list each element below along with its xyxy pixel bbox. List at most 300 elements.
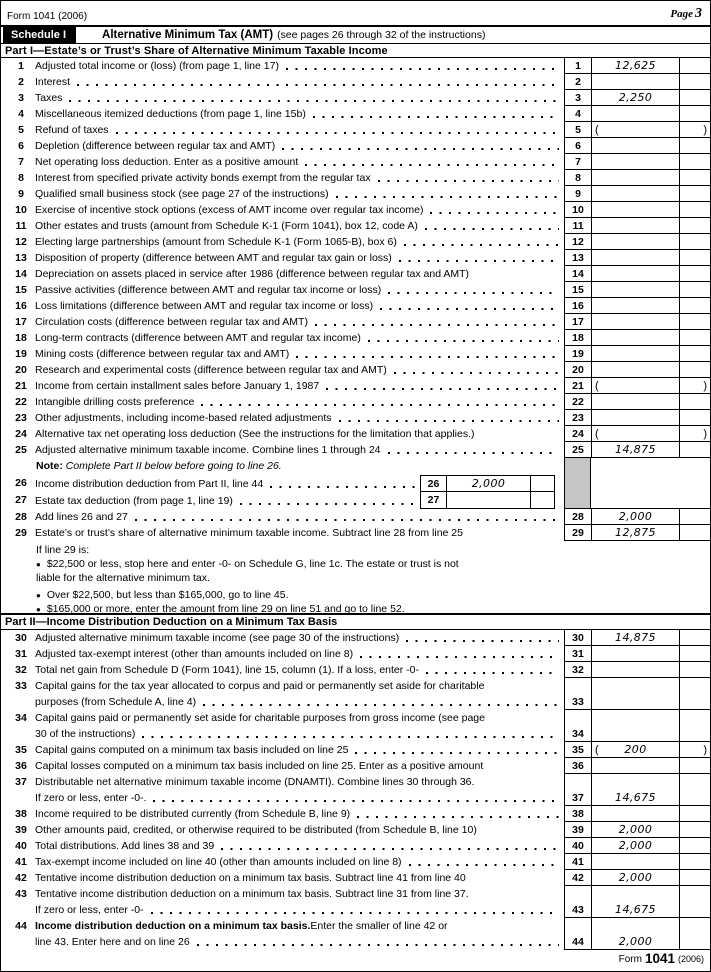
form-row-line-28 bbox=[1, 509, 710, 525]
part1-rows bbox=[1, 58, 710, 458]
cents-cell bbox=[531, 492, 554, 508]
line-number: 31 bbox=[15, 648, 27, 660]
dot-leader bbox=[388, 452, 559, 454]
row-description: Total distributions. Add lines 38 and 39 bbox=[35, 838, 564, 854]
line-number: 26 bbox=[15, 477, 27, 489]
dot-leader bbox=[296, 356, 559, 358]
note-line: Note: Complete Part II below before going to line 26. bbox=[36, 460, 282, 472]
amount-value: 14,875 bbox=[615, 443, 656, 456]
cents-cell bbox=[679, 202, 710, 218]
form-row-line-8 bbox=[1, 170, 710, 186]
grid-line-number: 32 bbox=[564, 662, 591, 678]
shaded-cell bbox=[564, 458, 591, 509]
dot-leader bbox=[197, 944, 559, 946]
dot-leader bbox=[77, 84, 559, 86]
grid-line-number: 6 bbox=[564, 138, 591, 154]
amount-cell[interactable] bbox=[591, 886, 679, 918]
form-row-line-44 bbox=[1, 918, 710, 950]
row-description: Loss limitations (difference between AMT and regular tax income or loss) bbox=[35, 298, 564, 314]
amount-cell[interactable] bbox=[591, 806, 679, 822]
row-description: Interest bbox=[35, 74, 564, 90]
form-row-line-17 bbox=[1, 314, 710, 330]
cents-cell bbox=[679, 250, 710, 266]
cents-cell bbox=[679, 918, 710, 950]
grid-line-number: 30 bbox=[564, 630, 591, 646]
amount-value: 2,000 bbox=[618, 935, 653, 948]
cents-cell bbox=[679, 362, 710, 378]
cents-cell bbox=[679, 426, 710, 442]
cents-cell bbox=[679, 710, 710, 742]
row-description: Tentative income distribution deduction on a minimum tax basis. Subtract line 41 from line 40 bbox=[35, 871, 466, 884]
row-description: Research and experimental costs (difference between regular tax and AMT) bbox=[35, 362, 564, 378]
open-paren: ( bbox=[595, 427, 599, 440]
grid-line-number: 36 bbox=[564, 758, 591, 774]
grid-line-number: 13 bbox=[564, 250, 591, 266]
line-number: 20 bbox=[15, 364, 27, 376]
dot-leader bbox=[153, 800, 559, 802]
cents-cell bbox=[679, 870, 710, 886]
dot-leader bbox=[313, 116, 559, 118]
row-description: Other estates and trusts (amount from Schedule K-1 (Form 1041), box 12, code A) bbox=[35, 218, 564, 234]
amount-cell[interactable] bbox=[591, 122, 679, 138]
line-number: 23 bbox=[15, 412, 27, 424]
amount-cell[interactable] bbox=[591, 410, 679, 426]
form-row-line-25 bbox=[1, 442, 710, 458]
line-number: 15 bbox=[15, 284, 27, 296]
line-number: 16 bbox=[15, 300, 27, 312]
line-number: 21 bbox=[15, 380, 27, 392]
amount-cell[interactable] bbox=[591, 678, 679, 710]
amount-cell[interactable] bbox=[591, 870, 679, 886]
amount-value: 2,000 bbox=[618, 823, 653, 836]
line-number: 29 bbox=[15, 527, 27, 539]
form-row-line-26 bbox=[1, 475, 420, 492]
form-row-line-11 bbox=[1, 218, 710, 234]
cents-cell bbox=[679, 122, 710, 138]
form-row-line-13 bbox=[1, 250, 710, 266]
amount-cell[interactable] bbox=[591, 525, 679, 541]
amount-cell[interactable] bbox=[591, 630, 679, 646]
row-description: Other amounts paid, credited, or otherwise required to be distributed (from Schedule B, line 10) bbox=[35, 823, 477, 836]
line-number: 43 bbox=[15, 888, 27, 900]
amount-cell[interactable] bbox=[591, 154, 679, 170]
row-description: Tax-exempt income included on line 40 (other than amounts included on line 8) bbox=[35, 854, 564, 870]
form-row-line-35 bbox=[1, 742, 710, 758]
form-row-line-34 bbox=[1, 710, 710, 742]
line-number: 34 bbox=[15, 712, 27, 724]
close-paren: ) bbox=[703, 743, 707, 756]
amount-cell[interactable] bbox=[591, 90, 679, 106]
schedule-subtitle: (see pages 26 through 32 of the instructions) bbox=[277, 29, 486, 41]
form-row-line-33 bbox=[1, 678, 710, 710]
row-description: Taxes bbox=[35, 90, 564, 106]
grid-line-number: 33 bbox=[564, 678, 591, 710]
amount-cell[interactable] bbox=[447, 492, 531, 508]
line-number: 24 bbox=[15, 428, 27, 440]
cents-cell bbox=[679, 646, 710, 662]
amount-cell[interactable] bbox=[591, 442, 679, 458]
bullet-item-continuation: liable for the alternative minimum tax. bbox=[36, 572, 210, 584]
dot-leader bbox=[406, 640, 559, 642]
amount-cell[interactable] bbox=[591, 138, 679, 154]
bullet-icon: ● bbox=[36, 559, 41, 569]
form-row-line-10 bbox=[1, 202, 710, 218]
line-number: 42 bbox=[15, 872, 27, 884]
amount-cell[interactable] bbox=[591, 106, 679, 122]
cents-cell bbox=[679, 394, 710, 410]
amount-cell[interactable] bbox=[591, 218, 679, 234]
amount-cell[interactable] bbox=[591, 58, 679, 74]
grid-line-number: 41 bbox=[564, 854, 591, 870]
row-description: Depreciation on assets placed in service after 1986 (difference between regular tax and AMT) bbox=[35, 267, 470, 280]
grid-line-number: 2 bbox=[564, 74, 591, 90]
line-number: 4 bbox=[18, 108, 24, 120]
amount-cell[interactable] bbox=[447, 476, 531, 491]
row-description: Estate’s or trust’s share of alternative minimum taxable income. Subtract line 28 from line 25 bbox=[35, 526, 463, 539]
form-row-line-42 bbox=[1, 870, 710, 886]
amount-cell[interactable] bbox=[591, 170, 679, 186]
amount-value: 14,875 bbox=[615, 631, 656, 644]
grid-line-number: 3 bbox=[564, 90, 591, 106]
cents-cell bbox=[679, 58, 710, 74]
schedule-badge: Schedule I bbox=[3, 27, 76, 43]
amount-cell[interactable] bbox=[591, 710, 679, 742]
row-description: Other adjustments, including income-based related adjustments bbox=[35, 410, 564, 426]
dot-leader bbox=[380, 308, 559, 310]
row-description: Income distribution deduction from Part II, line 44 bbox=[35, 475, 420, 492]
bullet-item: ● Over $22,500, but less than $165,000, go to line 45. bbox=[36, 589, 289, 601]
amount-cell[interactable] bbox=[591, 330, 679, 346]
row-description: Circulation costs (difference between regular tax and AMT) bbox=[35, 314, 564, 330]
line-number: 27 bbox=[15, 494, 27, 506]
grid-line-number: 24 bbox=[564, 426, 591, 442]
dot-leader bbox=[151, 912, 559, 914]
dot-leader bbox=[426, 672, 559, 674]
row-description: Long-term contracts (difference between AMT and regular tax income) bbox=[35, 330, 564, 346]
grid-line-number: 34 bbox=[564, 710, 591, 742]
bullet-item: ● $165,000 or more, enter the amount from line 29 on line 51 and go to line 52. bbox=[36, 603, 405, 615]
cents-cell bbox=[531, 476, 554, 491]
amount-cell[interactable] bbox=[591, 346, 679, 362]
cents-cell bbox=[679, 442, 710, 458]
cents-cell bbox=[679, 758, 710, 774]
part2-rows bbox=[1, 630, 710, 950]
line-number: 32 bbox=[15, 664, 27, 676]
cents-cell bbox=[679, 218, 710, 234]
line-number: 33 bbox=[15, 680, 27, 692]
row-description: Income required to be distributed currently (from Schedule B, line 9) bbox=[35, 806, 564, 822]
grid-line-number: 11 bbox=[564, 218, 591, 234]
part1-heading: Part I—Estate’s or Trust’s Share of Alternative Minimum Taxable Income bbox=[1, 44, 710, 58]
dot-leader bbox=[282, 148, 559, 150]
open-paren: ( bbox=[595, 379, 599, 392]
amount-cell[interactable] bbox=[591, 918, 679, 950]
form-row-line-6 bbox=[1, 138, 710, 154]
dot-leader bbox=[270, 486, 415, 488]
amount-cell[interactable] bbox=[591, 314, 679, 330]
dot-leader bbox=[116, 132, 559, 134]
bullet-item: ● $22,500 or less, stop here and enter -0- on Schedule G, line 1c. The estate or trust is not bbox=[36, 558, 459, 570]
amount-cell[interactable] bbox=[591, 186, 679, 202]
line-number: 39 bbox=[15, 824, 27, 836]
grid-line-number: 8 bbox=[564, 170, 591, 186]
form-row-line-40 bbox=[1, 838, 710, 854]
form-row-line-15 bbox=[1, 282, 710, 298]
open-paren: ( bbox=[595, 123, 599, 136]
cents-cell bbox=[679, 282, 710, 298]
form-row-line-5 bbox=[1, 122, 710, 138]
dot-leader bbox=[201, 404, 559, 406]
amount-cell[interactable] bbox=[591, 662, 679, 678]
amount-cell[interactable] bbox=[591, 774, 679, 806]
cents-cell bbox=[679, 838, 710, 854]
row-description: Interest from specified private activity bonds exempt from the regular tax bbox=[35, 170, 564, 186]
form-row-line-31 bbox=[1, 646, 710, 662]
form-row-line-20 bbox=[1, 362, 710, 378]
schedule-title: Alternative Minimum Tax (AMT) bbox=[102, 29, 274, 41]
amount-cell[interactable] bbox=[591, 362, 679, 378]
cents-cell bbox=[679, 806, 710, 822]
open-paren: ( bbox=[595, 743, 599, 756]
grid-line-number: 40 bbox=[564, 838, 591, 854]
amount-cell[interactable] bbox=[591, 282, 679, 298]
cents-cell bbox=[679, 630, 710, 646]
amount-cell[interactable] bbox=[591, 426, 679, 442]
bullet-icon: ● bbox=[36, 604, 41, 614]
amount-cell[interactable] bbox=[591, 298, 679, 314]
grid-line-number: 21 bbox=[564, 378, 591, 394]
dot-leader bbox=[394, 372, 559, 374]
grid-line-number: 12 bbox=[564, 234, 591, 250]
inner-row-26 bbox=[421, 476, 554, 492]
line-number: 30 bbox=[15, 632, 27, 644]
line-number: 40 bbox=[15, 840, 27, 852]
page-header bbox=[1, 1, 710, 25]
dot-leader bbox=[368, 340, 559, 342]
row-description: Depletion (difference between regular tax and AMT) bbox=[35, 138, 564, 154]
row-description: Electing large partnerships (amount from Schedule K-1 (Form 1065-B), box 6) bbox=[35, 234, 564, 250]
amount-cell[interactable] bbox=[591, 854, 679, 870]
form-row-line-14 bbox=[1, 266, 710, 282]
form-row-line-24 bbox=[1, 426, 710, 442]
amount-cell[interactable] bbox=[591, 646, 679, 662]
grid-line-number: 23 bbox=[564, 410, 591, 426]
amount-cell[interactable] bbox=[591, 266, 679, 282]
row-description: Exercise of incentive stock options (excess of AMT income over regular tax income) bbox=[35, 202, 564, 218]
line-number: 9 bbox=[18, 188, 24, 200]
dot-leader bbox=[409, 864, 559, 866]
row-description: Add lines 26 and 27 bbox=[35, 509, 564, 525]
line-number: 28 bbox=[15, 511, 27, 523]
amount-value: 12,625 bbox=[615, 59, 656, 72]
row-description: Capital gains computed on a minimum tax basis included on line 25 bbox=[35, 742, 564, 758]
grid-line-number: 37 bbox=[564, 774, 591, 806]
form-row-line-16 bbox=[1, 298, 710, 314]
dot-leader bbox=[355, 752, 559, 754]
amount-value: 14,675 bbox=[615, 791, 656, 804]
amount-cell[interactable] bbox=[591, 378, 679, 394]
close-paren: ) bbox=[703, 427, 707, 440]
amount-cell[interactable] bbox=[591, 234, 679, 250]
cents-cell bbox=[679, 678, 710, 710]
dot-leader bbox=[430, 212, 559, 214]
form-row-line-22 bbox=[1, 394, 710, 410]
cents-cell bbox=[679, 854, 710, 870]
form-row-line-2 bbox=[1, 74, 710, 90]
form-row-line-9 bbox=[1, 186, 710, 202]
form-row-line-18 bbox=[1, 330, 710, 346]
form-row-line-39 bbox=[1, 822, 710, 838]
cents-cell bbox=[679, 106, 710, 122]
row-description: Intangible drilling costs preference bbox=[35, 394, 564, 410]
row-description: Adjusted alternative minimum taxable income (see page 30 of the instructions) bbox=[35, 630, 564, 646]
dot-leader bbox=[339, 420, 560, 422]
row-description: Net operating loss deduction. Enter as a positive amount bbox=[35, 154, 564, 170]
form-row-line-21 bbox=[1, 378, 710, 394]
form-row-line-37 bbox=[1, 774, 710, 806]
amount-value: 2,250 bbox=[618, 91, 653, 104]
line-number: 17 bbox=[15, 316, 27, 328]
amount-value: 2,000 bbox=[471, 477, 506, 490]
row-description: Miscellaneous itemized deductions (from page 1, line 15b) bbox=[35, 106, 564, 122]
row-description: Mining costs (difference between regular tax and AMT) bbox=[35, 346, 564, 362]
grid-line-number: 42 bbox=[564, 870, 591, 886]
dot-leader bbox=[305, 164, 559, 166]
row-description: Distributable net alternative minimum taxable income (DNAMTI). Combine lines 30 through 36. If zero or less, enter -0-. bbox=[35, 774, 564, 806]
form-row-line-30 bbox=[1, 630, 710, 646]
dot-leader bbox=[135, 519, 559, 521]
form-row-line-3 bbox=[1, 90, 710, 106]
line29-instructions bbox=[1, 541, 710, 613]
form-row-line-4 bbox=[1, 106, 710, 122]
form-row-line-1 bbox=[1, 58, 710, 74]
grid-line-number: 44 bbox=[564, 918, 591, 950]
form-row-line-38 bbox=[1, 806, 710, 822]
form-row-line-12 bbox=[1, 234, 710, 250]
schedule-title-bar bbox=[1, 25, 710, 44]
line-number: 11 bbox=[15, 220, 27, 232]
grid-line-number: 43 bbox=[564, 886, 591, 918]
cents-cell bbox=[679, 774, 710, 806]
form-row-line-23 bbox=[1, 410, 710, 426]
cents-cell bbox=[679, 346, 710, 362]
form-row-line-36 bbox=[1, 758, 710, 774]
line-number: 41 bbox=[15, 856, 27, 868]
amount-cell[interactable] bbox=[591, 394, 679, 410]
row-description: Estate tax deduction (from page 1, line 19) bbox=[35, 492, 420, 509]
cents-cell bbox=[679, 525, 710, 541]
grid-line-number: 20 bbox=[564, 362, 591, 378]
row-description: Capital gains paid or permanently set aside for charitable purposes from gross income (see page 30 of the instructions) bbox=[35, 710, 564, 742]
line-number: 10 bbox=[15, 204, 27, 216]
row-description: Capital losses computed on a minimum tax basis included on line 25. Enter as a positive amount bbox=[35, 759, 484, 772]
amount-cell[interactable] bbox=[591, 838, 679, 854]
cents-cell bbox=[679, 410, 710, 426]
form-row-line-41 bbox=[1, 854, 710, 870]
line29-intro: If line 29 is: bbox=[36, 543, 90, 556]
dot-leader bbox=[425, 228, 559, 230]
amount-cell[interactable] bbox=[591, 250, 679, 266]
amount-value: 2,000 bbox=[618, 839, 653, 852]
amount-value: 2,000 bbox=[618, 871, 653, 884]
grid-line-number: 39 bbox=[564, 822, 591, 838]
page-footer: Form 1041 (2006) bbox=[618, 951, 704, 966]
dot-leader bbox=[286, 68, 559, 70]
amount-value: 2,000 bbox=[618, 510, 653, 523]
row-description: Passive activities (difference between AMT and regular tax income or loss) bbox=[35, 282, 564, 298]
line-number: 36 bbox=[15, 760, 27, 772]
grid-line-number: 1 bbox=[564, 58, 591, 74]
line-number: 1 bbox=[18, 60, 24, 72]
form-row-line-29 bbox=[1, 525, 710, 541]
grid-line-number: 15 bbox=[564, 282, 591, 298]
grid-line-number: 18 bbox=[564, 330, 591, 346]
cents-cell bbox=[679, 378, 710, 394]
dot-leader bbox=[404, 244, 559, 246]
grid-line-number: 14 bbox=[564, 266, 591, 282]
row-description: Qualified small business stock (see page 27 of the instructions) bbox=[35, 186, 564, 202]
form-row-line-43 bbox=[1, 886, 710, 918]
row-description: Income from certain installment sales before January 1, 1987 bbox=[35, 378, 564, 394]
row-description: Adjusted alternative minimum taxable income. Combine lines 1 through 24 bbox=[35, 442, 564, 458]
cents-cell bbox=[679, 74, 710, 90]
note-and-lines-26-27 bbox=[1, 458, 710, 509]
row-description: Tentative income distribution deduction on a minimum tax basis. Subtract line 31 from line 37. If zero or less, enter -0- bbox=[35, 886, 564, 918]
form-row-line-27 bbox=[1, 492, 420, 509]
line-number: 44 bbox=[15, 920, 27, 932]
amount-cell[interactable] bbox=[591, 509, 679, 525]
cents-cell bbox=[679, 330, 710, 346]
grid-line-number: 31 bbox=[564, 646, 591, 662]
row-description: Total net gain from Schedule D (Form 1041), line 15, column (1). If a loss, enter -0- bbox=[35, 662, 564, 678]
amount-cell[interactable] bbox=[591, 202, 679, 218]
grid-line-number: 17 bbox=[564, 314, 591, 330]
row-description: Disposition of property (difference between AMT and regular tax gain or loss) bbox=[35, 250, 564, 266]
dot-leader bbox=[388, 292, 559, 294]
cents-cell bbox=[679, 154, 710, 170]
form-row-line-32 bbox=[1, 662, 710, 678]
cents-cell bbox=[679, 509, 710, 525]
amount-cell[interactable] bbox=[591, 742, 679, 758]
row-description: Adjusted tax-exempt interest (other than amounts included on line 8) bbox=[35, 646, 564, 662]
line-number: 19 bbox=[15, 348, 27, 360]
amount-cell[interactable] bbox=[591, 822, 679, 838]
line-number: 7 bbox=[18, 156, 24, 168]
grid-line-number: 25 bbox=[564, 442, 591, 458]
grid-line-number: 7 bbox=[564, 154, 591, 170]
bullet-icon: ● bbox=[36, 590, 41, 600]
line-number: 6 bbox=[18, 140, 24, 152]
dot-leader bbox=[399, 260, 559, 262]
part2-heading: Part II—Income Distribution Deduction on a Minimum Tax Basis bbox=[1, 613, 710, 630]
amount-cell[interactable] bbox=[591, 758, 679, 774]
line-number: 22 bbox=[15, 396, 27, 408]
merged-blank-cell bbox=[591, 458, 710, 509]
cents-cell bbox=[679, 170, 710, 186]
cents-cell bbox=[679, 742, 710, 758]
line-number: 38 bbox=[15, 808, 27, 820]
form-row-line-7 bbox=[1, 154, 710, 170]
row-description: Refund of taxes bbox=[35, 122, 564, 138]
amount-cell[interactable] bbox=[591, 74, 679, 90]
line-number: 5 bbox=[18, 124, 24, 136]
grid-line-number: 5 bbox=[564, 122, 591, 138]
grid-line-number: 38 bbox=[564, 806, 591, 822]
amount-value: 12,875 bbox=[615, 526, 656, 539]
grid-line-number: 10 bbox=[564, 202, 591, 218]
amount-value: 14,675 bbox=[615, 903, 656, 916]
line-number: 37 bbox=[15, 776, 27, 788]
